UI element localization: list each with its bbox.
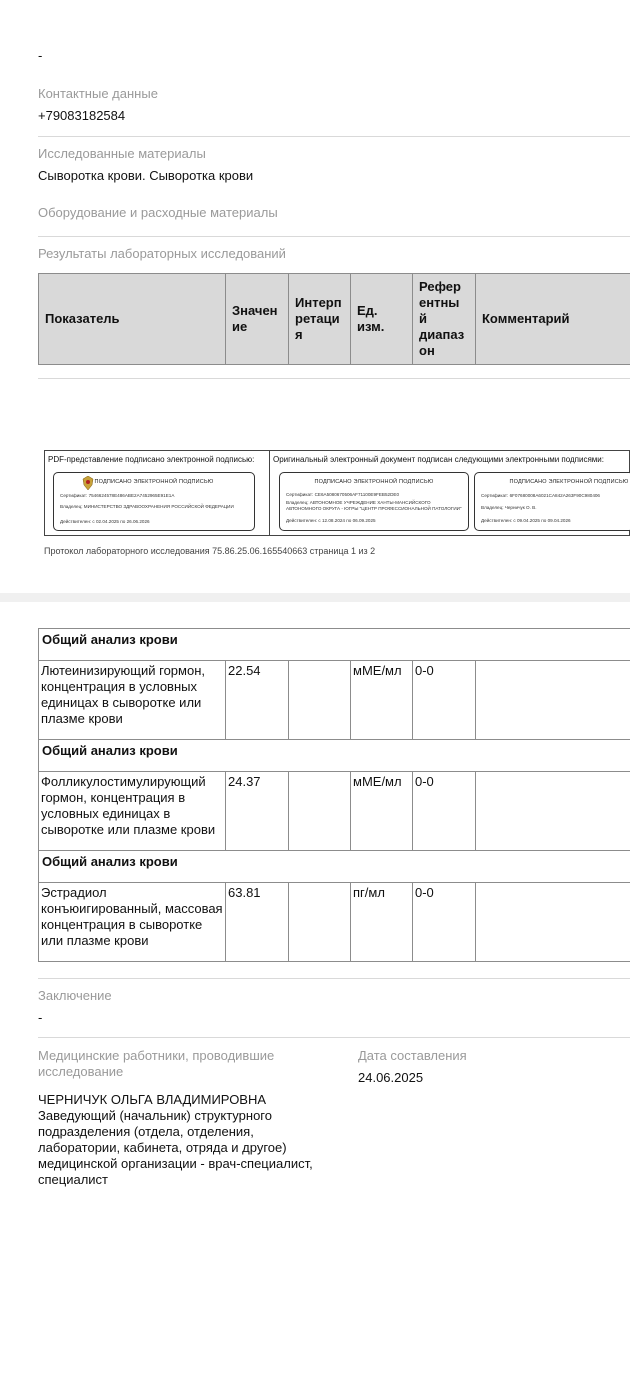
pdf-signature-title: PDF-представление подписано электронной подписью: [48,455,255,464]
staff-position: Заведующий (начальник) структурного подразделения (отдела, отделения, лаборатории, кабинета, отряда и другое) медицинской организации - врач-специалист, специалист [38,1108,313,1187]
stamp-valid: Действителен: с 09.04.2025 по 09.04.2026 [481,518,571,523]
col-unit: Ед. изм. [351,274,413,365]
stamp-cert: Сертификат: 6F07680008A6021CA842A263F90C980406 [481,493,600,498]
group-row [39,740,630,772]
signature-stamp [53,472,255,531]
signature-divider [269,451,270,535]
value-cell: 22.54 [226,661,289,740]
contacts-value: +79083182584 [38,108,126,123]
indicator-cell: Фолликулостимулирующий гормон, концентрация в условных единицах в сыворотке или плазме крови [39,772,226,851]
value-cell: 24.37 [226,772,289,851]
interpretation-cell [289,661,351,740]
col-interpretation: Интерп ретаци я [289,274,351,365]
date-label: Дата составления [358,1048,467,1063]
divider [38,1037,630,1038]
col-indicator: Показатель [39,274,226,365]
interpretation-cell [289,883,351,962]
group-row [39,851,630,883]
comment-cell [476,661,630,740]
conclusion-value: - [38,1010,43,1025]
original-signature-title: Оригинальный электронный документ подписан следующими электронными подписями: [273,455,604,464]
unit-cell: мМЕ/мл [351,661,413,740]
unit-cell: пг/мл [351,883,413,962]
stamp-owner: Владелец: Черничук О. В. [481,505,537,510]
date-value: 24.06.2025 [358,1070,424,1085]
table-row [39,883,630,962]
interpretation-cell [289,772,351,851]
results-table [38,628,630,962]
col-reference: Рефер ентны й диапаз он [413,274,476,365]
group-title: Общий анализ крови [39,851,630,883]
stamp-owner: Владелец: МИНИСТЕРСТВО ЗДРАВООХРАНЕНИЯ РОССИЙСКОЙ ФЕДЕРАЦИИ [60,504,234,509]
conclusion-label: Заключение [38,988,112,1003]
group-row [39,629,630,661]
divider [38,378,630,379]
comment-cell [476,883,630,962]
page-break [0,593,630,602]
stamp-cert: Сертификат: 7546624578E486ABE2A7452965E91E1A [60,493,175,498]
unit-cell: мМЕ/мл [351,772,413,851]
stamp-title: ПОДПИСАНО ЭЛЕКТРОННОЙ ПОДПИСЬЮ [314,479,434,485]
value-cell: 63.81 [226,883,289,962]
divider [38,978,630,979]
results-label: Результаты лабораторных исследований [38,246,286,261]
stamp-cert: Сертификат: CE6A5080670506AF71100E9FEB52DE0 [286,492,400,497]
reference-cell: 0-0 [413,883,476,962]
divider [38,236,630,237]
table-row [39,772,630,851]
signature-stamp [474,472,630,531]
materials-label: Исследованные материалы [38,146,206,161]
stamp-valid: Действителен: с 12.08.2024 по 06.09.2025 [286,518,376,523]
signature-block [44,450,630,536]
results-header-table [38,273,630,365]
stamp-valid: Действителен: с 02.04.2025 по 26.06.2026 [60,519,150,524]
col-comment: Комментарий [476,274,630,365]
comment-cell [476,772,630,851]
materials-value: Сыворотка крови. Сыворотка крови [38,168,254,183]
indicator-cell: Эстрадиол конъюигированный, массовая концентрация в сыворотке или плазме крови [39,883,226,962]
protocol-footer: Протокол лабораторного исследования 75.86.25.06.165540663 страница 1 из 2 [44,546,376,556]
staff-name: ЧЕРНИЧУК ОЛЬГА ВЛАДИМИРОВНА [38,1092,267,1107]
divider [38,136,630,137]
group-title: Общий анализ крови [39,629,630,661]
reference-cell: 0-0 [413,661,476,740]
reference-cell: 0-0 [413,772,476,851]
col-value: Значен ие [226,274,289,365]
signature-stamp [279,472,469,531]
equipment-label: Оборудование и расходные материалы [38,205,278,220]
table-row [39,661,630,740]
contacts-label: Контактные данные [38,86,158,101]
indicator-cell: Лютеинизирующий гормон, концентрация в условных единицах в сыворотке или плазме крови [39,661,226,740]
stamp-title: ПОДПИСАНО ЭЛЕКТРОННОЙ ПОДПИСЬЮ [509,479,629,485]
group-title: Общий анализ крови [39,740,630,772]
staff-label: Медицинские работники, проводившие исследование [38,1048,275,1079]
stamp-owner: Владелец: АВТОНОМНОЕ УЧРЕЖДЕНИЕ ХАНТЫ-МАНСИЙСКОГО АВТОНОМНОГО ОКРУГА - ЮГРЫ "ЦЕНТР ПРОФЕССИОНАЛЬНОЙ ПАТОЛОГИИ" [286,500,462,511]
stamp-title: ПОДПИСАНО ЭЛЕКТРОННОЙ ПОДПИСЬЮ [94,479,214,485]
top-dash: - [38,48,43,63]
